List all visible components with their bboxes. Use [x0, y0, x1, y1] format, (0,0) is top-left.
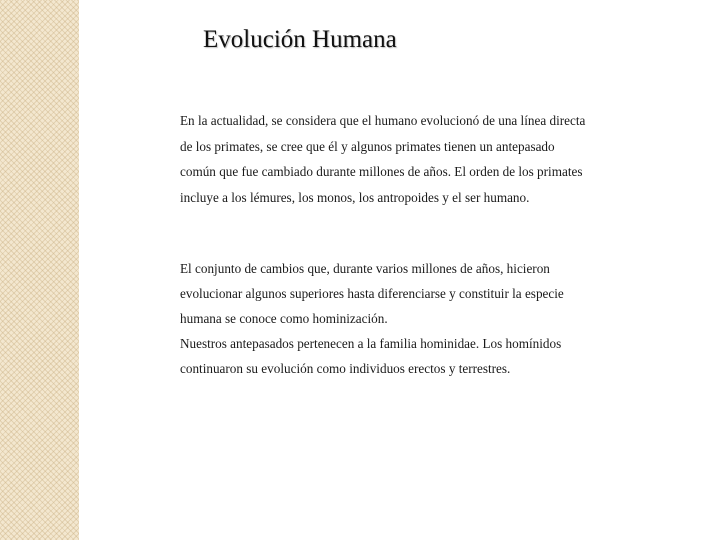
text-line: de los primates, se cree que él y algunos primates tienen un antepasado: [180, 138, 555, 154]
text-line: En la actualidad, se considera que el humano evolucionó de una línea directa: [180, 113, 586, 128]
paragraph-evolution: [180, 108, 640, 210]
text-line: Nuestros antepasados pertenecen a la familia hominidae. Los homínidos: [180, 336, 562, 351]
text-line: común que fue cambiado durante millones de años. El orden de los primates: [180, 164, 583, 180]
text-line: humana se conoce como hominización.: [180, 311, 388, 326]
text-line: El conjunto de cambios que, durante varios millones de años, hicieron: [180, 261, 550, 276]
text-line: incluye a los lémures, los monos, los antropoides y el ser humano.: [180, 189, 530, 205]
slide-title: Evolución Humana: [203, 26, 397, 53]
paragraph-hominization: [180, 256, 640, 381]
text-line: continuaron su evolución como individuos erectos y terrestres.: [180, 361, 511, 376]
text-line: evolucionar algunos superiores hasta diferenciarse y constituir la especie: [180, 286, 564, 301]
decorative-side-strip: [0, 0, 79, 540]
